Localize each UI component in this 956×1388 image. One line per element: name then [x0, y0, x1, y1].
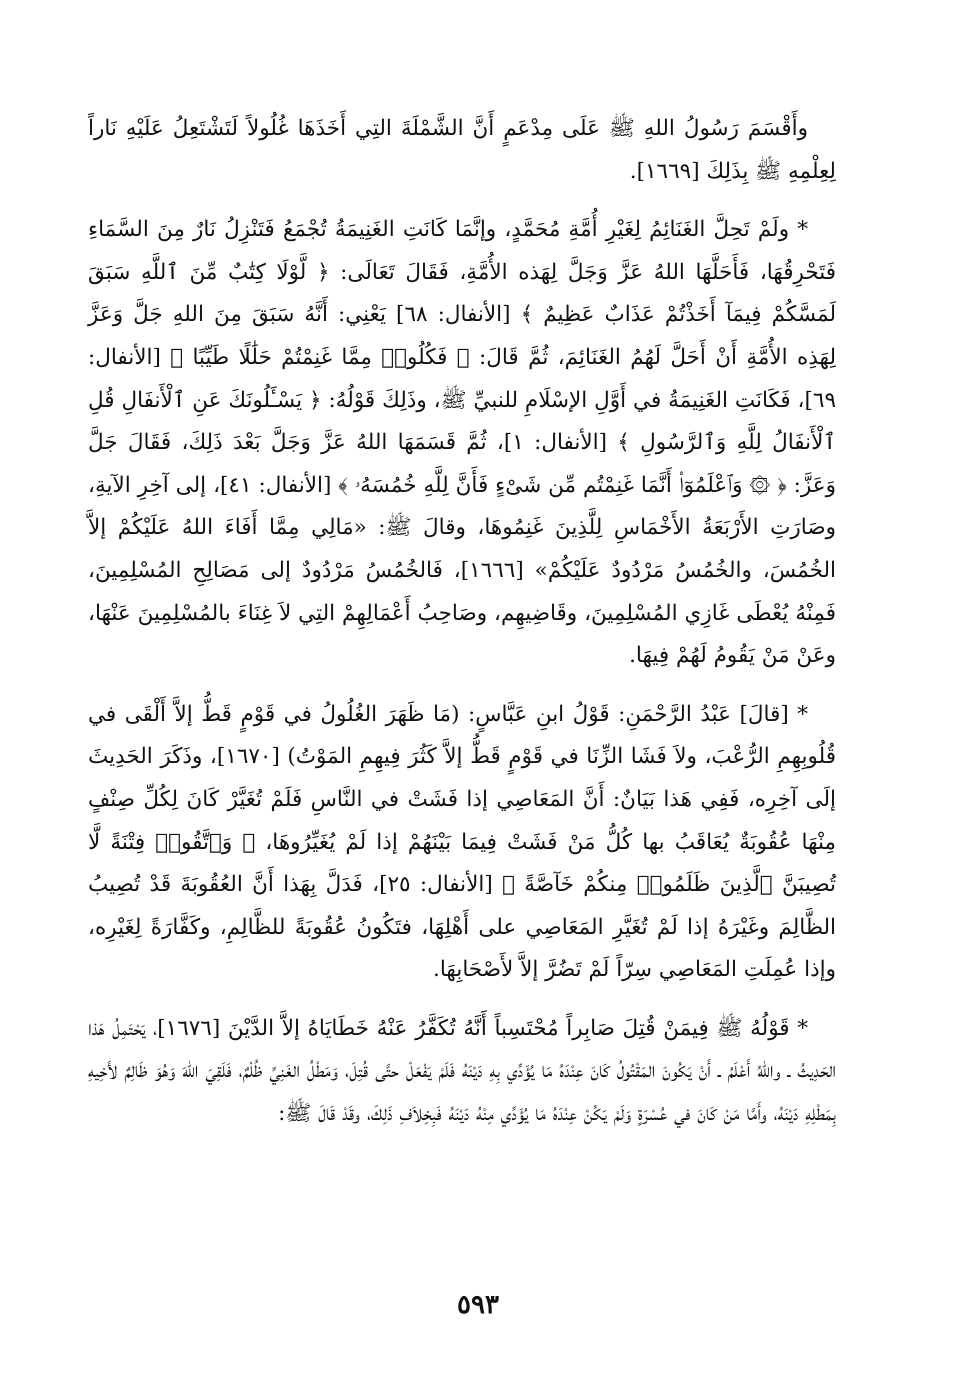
paragraph-debt: * قَوْلُهُ ﷺ فِيمَنْ قُتِلَ صَابِراً مُحْتَسِباً أَنَّهُ تُكَفَّرُ عَنْهُ خَطَايَاهُ إلاَّ الدَّيْنَ [١٦٧٦]، يَحْتَمِلُ هَذا الحَدِيثُ ـ واللهُ أَعْلَمُ ـ أَنْ يَكُونَ المَقْتُولُ كَانَ عِنْدَهُ مَا يُؤَدِّي بِهِ دَيْنَهُ فَلَمْ يَفْعَلْ حتَّى قُتِلَ، وَمَطْلُ الغَنِيِّ ظُلْمٌ، فَلَقِيَ اللهَ وَهُوَ ظَالِمٌ لأَخِيهِ بِمَطْلِهِ دَيْنَهُ، وأَمَّا مَنْ كَانَ في عُسْرَةٍ وَلَمْ يَكُنْ عِنْدَهُ مَا يُؤَدِّي مِنْهُ دَيْنَهُ فَبِخِلاَفِ ذَلِكَ، وقَدْ قَالَ ﷺ:: [88, 1015, 836, 1127]
paragraph-spoils: * ولَمْ تَحِلَّ الغَنَائِمُ لِغَيْرِ أُمَّةِ مُحَمَّدٍ، وإنَّمَا كَانَتِ الغَنِيمَةُ تُجْمَعُ فَتَنْزِلُ نَارٌ مِنَ السَّمَاءِ فَتَحْرِقُهَا، فَأَحَلَّهَا اللهُ عَزَّ وَجَلَّ لِهَذه الأُمَّةِ، فَقَالَ تَعَالَى: ﴿ لَّوْلَا كِتَٰبٌ مِّنَ ٱللَّهِ سَبَقَ لَمَسَّكُمْ فِيمَآ أَخَذْتُمْ عَذَابٌ عَظِيمٌ ﴾ [الأنفال: ٦٨] يَعْنِي: أَنَّهُ سَبَقَ مِنَ اللهِ جَلَّ وَعَزَّ لِهَذِه الأُمَّةِ أَنْ أَحَلَّ لَهُمُ الغَنَائِمَ، ثُمَّ قَالَ: ﴿ فَكُلُوا۟ مِمَّا غَنِمْتُمْ حَلَٰلًا طَيِّبًا ﴾ [الأنفال: ٦٩]، فَكَانَتِ الغَنِيمَةُ في أَوَّلِ الإسْلَامِ للنبيِّ ﷺ، وذَلِكَ قَوْلُهُ: ﴿ يَسْـَٔلُونَكَ عَنِ ٱلْأَنفَالِ قُلِ ٱلْأَنفَالُ لِلَّهِ وَٱلرَّسُولِ ﴾ [الأنفال: ١]، ثُمَّ قَسَمَهَا اللهُ عَزَّ وَجَلَّ بَعْدَ ذَلِكَ، فَقَالَ جَلَّ وَعَزَّ: ﴿ ۞ وَٱعْلَمُوٓا۟ أَنَّمَا غَنِمْتُم مِّن شَىْءٍ فَأَنَّ لِلَّهِ خُمُسَهُۥ ﴾ [الأنفال: ٤١]، إلى آخِرِ الآيةِ، وصَارَتِ الأَرْبَعَةُ الأَخْمَاسِ لِلَّذِينَ غَنِمُوهَا، وقالَ ﷺ: «مَالِي مِمَّا أَفَاءَ اللهُ عَلَيْكُمْ إلاَّ الخُمُسَ، والخُمُسُ مَرْدُودٌ عَلَيْكُمْ» [١٦٦٦]، فَالخُمُسُ مَرْدُودٌ إلى مَصَالِحِ المُسْلِمِينَ، فَمِنْهُ يُعْطَى غَازِي المُسْلِمِينَ، وقَاضِيهِم، وصَاحِبُ أَعْمَالِهِمْ التِي لاَ غِنَاءَ بالمُسْلِمِينَ عَنْهَا، وعَنْ مَنْ يَقُومُ لَهُمْ فِيهَا.: [88, 217, 837, 669]
page-number: ٥٩٣: [457, 1290, 499, 1320]
paragraph-oath: وأَقْسَمَ رَسُولُ اللهِ ﷺ عَلَى مِدْعَمٍ أَنَّ الشَّمْلَةَ التِي أَخَذَهَا غُلُولاً لَتَشْتَعِلُ عَلَيْهِ نَاراً لِعِلْمِهِ ﷺ بِذَلِكَ [١٦٦٩].: [88, 116, 836, 184]
page-body: [88, 108, 836, 1388]
paragraph-ibn-abbas: * [قالَ] عَبْدُ الرَّحْمَنِ: قَوْلُ ابنِ عَبَّاسٍ: (مَا ظَهَرَ الغُلُولُ في قَوْمٍ قَطُّ إلاَّ أَلْقَى في قُلُوبِهِمِ الرُّعْبَ، ولاَ فَشَا الزِّنَا في قَوْمٍ قَطُّ إلاَّ كَثُرَ فِيهِمِ المَوْتُ) [١٦٧٠]، وذَكَرَ الحَدِيثَ إلَى آخِرِه، فَفِي هَذا بَيَانٌ: أَنَّ المَعَاصِي إذا فَشَتْ في النَّاسِ فَلَمْ تُغَيَّرْ كَانَ لِكُلِّ صِنْفٍ مِنْهَا عُقُوبَةٌ يُعَاقَبُ بها كُلُّ مَنْ فَشَتْ فِيمَا بَيْنَهُمْ إذا لَمْ يُغَيِّرُوهَا، ﴿ وَٱتَّقُوا۟ فِتْنَةً لَّا تُصِيبَنَّ ٱلَّذِينَ ظَلَمُوا۟ مِنكُمْ خَآصَّةً ﴾ [الأنفال: ٢٥]، فَدَلَّ بِهَذا أَنَّ العُقُوبَةَ قَدْ تُصِيبُ الظَّالِمَ وغَيْرَهُ إذا لَمْ تُغَيَّرِ المَعَاصِي على أَهْلِهَا، فتَكُونُ عُقُوبَةً للظَّالِمِ، وكَفَّارَةً لِغَيْرِه، وإذا عُمِلَتِ المَعَاصِي سِرّاً لَمْ تَضُرَّ إلاَّ لأَصْحَابِهَا.: [88, 701, 836, 983]
